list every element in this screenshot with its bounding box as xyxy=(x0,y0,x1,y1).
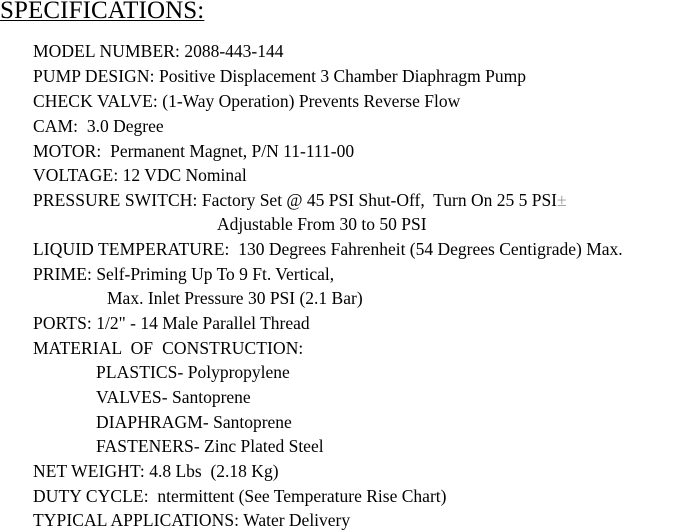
spec-label: MOTOR: xyxy=(33,141,102,161)
spec-voltage xyxy=(33,164,247,186)
spec-value: Positive Displacement 3 Chamber Diaphragm Pump xyxy=(154,66,526,86)
spec-value: Permanent Magnet, P/N 11-111-00 xyxy=(101,141,355,161)
spec-label: MODEL NUMBER: xyxy=(33,41,180,61)
spec-label: VOLTAGE: xyxy=(33,165,119,185)
spec-value: - Santoprene xyxy=(161,387,251,407)
material-item-fasteners xyxy=(96,435,324,457)
spec-check-valve xyxy=(33,90,460,112)
spec-label: LIQUID TEMPERATURE: xyxy=(33,239,230,259)
spec-liquid-temperature xyxy=(33,238,623,260)
plus-minus-symbol: ± xyxy=(557,190,567,210)
spec-cam xyxy=(33,115,164,137)
spec-label: DIAPHRAGM xyxy=(96,412,203,432)
spec-pump-design xyxy=(33,65,526,87)
spec-label: PUMP DESIGN: xyxy=(33,66,155,86)
spec-value: - Polypropylene xyxy=(177,362,290,382)
specifications-heading: SPECIFICATIONS: xyxy=(0,0,205,24)
spec-duty-cycle xyxy=(33,485,446,507)
spec-value: 2088-443-144 xyxy=(179,41,284,61)
spec-value: (1-Way Operation) Prevents Reverse Flow xyxy=(157,91,461,111)
spec-label: MATERIAL OF CONSTRUCTION: xyxy=(33,338,304,358)
spec-typical-applications xyxy=(33,509,350,531)
spec-label: FASTENERS xyxy=(96,436,194,456)
spec-material-of-construction xyxy=(33,337,303,359)
spec-value: 3.0 Degree xyxy=(78,116,164,136)
spec-prime-continued xyxy=(107,287,363,309)
spec-label: PORTS: xyxy=(33,313,92,333)
spec-value: ntermittent (See Temperature Rise Chart) xyxy=(148,486,447,506)
spec-value: 4.8 Lbs (2.18 Kg) xyxy=(144,461,279,481)
spec-pressure-switch-continued xyxy=(217,213,427,235)
spec-label: TYPICAL APPLICATIONS: xyxy=(33,510,240,530)
spec-value: - Santoprene xyxy=(202,412,292,432)
spec-label: VALVES xyxy=(96,387,162,407)
spec-model-number xyxy=(33,40,284,62)
spec-label: DUTY CYCLE: xyxy=(33,486,149,506)
spec-label: NET WEIGHT: xyxy=(33,461,145,481)
spec-net-weight xyxy=(33,460,279,482)
spec-motor xyxy=(33,140,354,162)
spec-value: Self-Priming Up To 9 Ft. Vertical, xyxy=(91,264,335,284)
spec-label: CAM: xyxy=(33,116,79,136)
spec-value: Water Delivery xyxy=(239,510,351,530)
spec-label: PLASTICS xyxy=(96,362,178,382)
spec-label: PRESSURE SWITCH: xyxy=(33,190,198,210)
spec-value: - Zinc Plated Steel xyxy=(193,436,324,456)
spec-value: 12 VDC Nominal xyxy=(118,165,247,185)
spec-value: Max. Inlet Pressure 30 PSI (2.1 Bar) xyxy=(107,288,363,308)
spec-value: 130 Degrees Fahrenheit (54 Degrees Centigrade) Max. xyxy=(229,239,623,259)
spec-prime xyxy=(33,263,334,285)
spec-value: 1/2" - 14 Male Parallel Thread xyxy=(91,313,310,333)
spec-label: CHECK VALVE: xyxy=(33,91,158,111)
spec-value: Adjustable From 30 to 50 PSI xyxy=(217,214,427,234)
material-item-valves xyxy=(96,386,251,408)
material-item-diaphragm xyxy=(96,411,292,433)
spec-value: Factory Set @ 45 PSI Shut-Off, Turn On 25 5 PSI xyxy=(197,190,558,210)
spec-label: PRIME: xyxy=(33,264,92,284)
spec-pressure-switch xyxy=(33,189,567,211)
material-item-plastics xyxy=(96,361,290,383)
spec-ports xyxy=(33,312,310,334)
